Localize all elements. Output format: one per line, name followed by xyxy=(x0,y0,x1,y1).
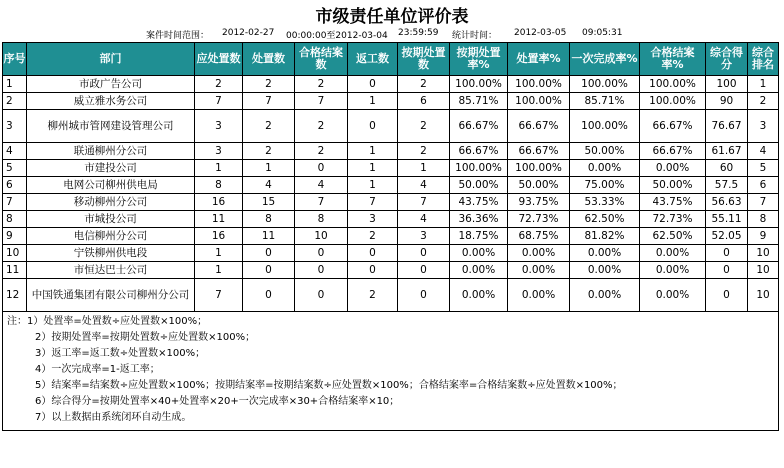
table-cell: 76.67 xyxy=(706,110,748,143)
table-cell: 1 xyxy=(348,143,398,160)
table-cell: 3 xyxy=(348,211,398,228)
table-cell: 0 xyxy=(243,279,295,312)
table-cell: 15 xyxy=(243,194,295,211)
table-cell: 1 xyxy=(748,76,779,93)
table-cell: 6 xyxy=(748,177,779,194)
header-cell: 合格结案率% xyxy=(640,43,706,76)
table-cell: 7 xyxy=(398,194,450,211)
table-cell: 66.67% xyxy=(450,143,508,160)
table-cell: 62.50% xyxy=(640,228,706,245)
page-title: 市级责任单位评价表 xyxy=(315,7,469,27)
header-cell: 处置率% xyxy=(508,43,570,76)
table-cell: 10 xyxy=(748,245,779,262)
table-row xyxy=(3,76,779,93)
header-cell: 返工数 xyxy=(348,43,398,76)
stat-label: 统计时间： xyxy=(452,31,498,41)
table-cell: 2 xyxy=(295,143,348,160)
department-cell: 市城投公司 xyxy=(27,211,195,228)
department-cell: 联通柳州分公司 xyxy=(27,143,195,160)
table-row xyxy=(3,279,779,312)
table-cell: 16 xyxy=(195,194,243,211)
table-cell: 6 xyxy=(398,93,450,110)
table-cell: 0 xyxy=(348,76,398,93)
table-cell: 1 xyxy=(195,160,243,177)
table-row xyxy=(3,160,779,177)
table-cell: 0 xyxy=(398,245,450,262)
table-cell: 56.63 xyxy=(706,194,748,211)
table-cell: 66.67% xyxy=(450,110,508,143)
table-cell: 52.05 xyxy=(706,228,748,245)
table-row xyxy=(3,143,779,160)
table-cell: 3 xyxy=(3,110,27,143)
table-cell: 2 xyxy=(348,279,398,312)
table-cell: 0 xyxy=(243,245,295,262)
note-line: 5）结案率=结案数÷应处置数×100%；按期结案率=按期结案数÷应处置数×100%；合格结案率=合格结案数÷应处置数×100%； xyxy=(35,380,623,391)
note-line: 2）按期处置率=按期处置数÷应处置数×100%； xyxy=(35,332,256,343)
table-cell: 2 xyxy=(243,110,295,143)
notes-row xyxy=(3,312,779,431)
table-cell: 2 xyxy=(398,76,450,93)
table-cell: 5 xyxy=(3,160,27,177)
table-cell: 18.75% xyxy=(450,228,508,245)
table-cell: 11 xyxy=(195,211,243,228)
table-cell: 66.67% xyxy=(640,143,706,160)
table-cell: 100.00% xyxy=(640,76,706,93)
table-cell: 85.71% xyxy=(570,93,640,110)
table-cell: 9 xyxy=(748,228,779,245)
table-cell: 3 xyxy=(748,110,779,143)
evaluation-table xyxy=(2,42,779,431)
table-cell: 0 xyxy=(706,279,748,312)
table-cell: 75.00% xyxy=(570,177,640,194)
table-cell: 7 xyxy=(748,194,779,211)
table-cell: 100.00% xyxy=(508,76,570,93)
table-cell: 1 xyxy=(348,177,398,194)
department-cell: 移动柳州分公司 xyxy=(27,194,195,211)
table-cell: 0 xyxy=(348,110,398,143)
table-cell: 2 xyxy=(295,76,348,93)
table-cell: 100.00% xyxy=(570,110,640,143)
table-cell: 36.36% xyxy=(450,211,508,228)
table-cell: 2 xyxy=(195,76,243,93)
table-cell: 7 xyxy=(295,93,348,110)
table-cell: 72.73% xyxy=(508,211,570,228)
table-cell: 0.00% xyxy=(570,279,640,312)
table-cell: 4 xyxy=(748,143,779,160)
department-cell: 宁铁柳州供电段 xyxy=(27,245,195,262)
note-line: 6）综合得分=按期处置率×40+处置率×20+一次完成率×30+合格结案率×10； xyxy=(35,396,400,407)
header-cell: 序号 xyxy=(3,43,27,76)
table-cell: 100.00% xyxy=(450,160,508,177)
table-cell: 0.00% xyxy=(450,245,508,262)
table-cell: 90 xyxy=(706,93,748,110)
table-cell: 7 xyxy=(195,279,243,312)
table-cell: 4 xyxy=(243,177,295,194)
table-cell: 7 xyxy=(348,194,398,211)
stat-date: 2012-03-05 xyxy=(514,28,567,38)
table-cell: 61.67 xyxy=(706,143,748,160)
table-cell: 72.73% xyxy=(640,211,706,228)
table-cell: 8 xyxy=(295,211,348,228)
department-cell: 威立雅水务公司 xyxy=(27,93,195,110)
header-cell: 综合排名 xyxy=(748,43,779,76)
table-cell: 3 xyxy=(195,143,243,160)
table-cell: 93.75% xyxy=(508,194,570,211)
note-line: 注：1）处置率=处置数÷应处置数×100%； xyxy=(7,316,208,327)
stat-time: 09:05:31 xyxy=(582,28,623,38)
table-cell: 7 xyxy=(195,93,243,110)
table-cell: 16 xyxy=(195,228,243,245)
table-row xyxy=(3,228,779,245)
table-cell: 81.82% xyxy=(570,228,640,245)
table-cell: 55.11 xyxy=(706,211,748,228)
header-cell: 应处置数 xyxy=(195,43,243,76)
table-cell: 0.00% xyxy=(508,279,570,312)
table-row xyxy=(3,262,779,279)
range-start-time: 00:00:00至2012-03-04 xyxy=(286,31,388,41)
table-cell: 3 xyxy=(398,228,450,245)
table-cell: 0.00% xyxy=(508,262,570,279)
table-cell: 10 xyxy=(295,228,348,245)
table-cell: 0 xyxy=(706,262,748,279)
table-cell: 0.00% xyxy=(640,279,706,312)
table-cell: 0.00% xyxy=(450,279,508,312)
table-cell: 100.00% xyxy=(640,93,706,110)
range-label: 案件时间范围： xyxy=(146,31,210,41)
table-cell: 2 xyxy=(748,93,779,110)
table-cell: 2 xyxy=(348,228,398,245)
table-cell: 68.75% xyxy=(508,228,570,245)
table-cell: 10 xyxy=(748,262,779,279)
table-cell: 53.33% xyxy=(570,194,640,211)
header-cell: 综合得分 xyxy=(706,43,748,76)
table-cell: 2 xyxy=(398,143,450,160)
table-cell: 85.71% xyxy=(450,93,508,110)
table-cell: 2 xyxy=(243,76,295,93)
table-cell: 100.00% xyxy=(508,160,570,177)
department-cell: 市恒达巴士公司 xyxy=(27,262,195,279)
table-row xyxy=(3,194,779,211)
table-cell: 0.00% xyxy=(640,245,706,262)
table-cell: 43.75% xyxy=(640,194,706,211)
table-cell: 4 xyxy=(3,143,27,160)
table-cell: 0 xyxy=(295,279,348,312)
table-cell: 0.00% xyxy=(570,262,640,279)
notes-cell xyxy=(3,312,779,431)
table-cell: 2 xyxy=(295,110,348,143)
table-cell: 0.00% xyxy=(570,160,640,177)
table-cell: 0 xyxy=(295,262,348,279)
table-cell: 1 xyxy=(348,93,398,110)
table-cell: 7 xyxy=(3,194,27,211)
table-cell: 1 xyxy=(195,262,243,279)
table-cell: 0 xyxy=(706,245,748,262)
table-cell: 0.00% xyxy=(570,245,640,262)
table-cell: 8 xyxy=(3,211,27,228)
table-cell: 100.00% xyxy=(570,76,640,93)
department-cell: 市建投公司 xyxy=(27,160,195,177)
table-cell: 11 xyxy=(3,262,27,279)
range-end-time: 23:59:59 xyxy=(398,28,439,38)
table-cell: 12 xyxy=(3,279,27,312)
department-cell: 电网公司柳州供电局 xyxy=(27,177,195,194)
table-cell: 62.50% xyxy=(570,211,640,228)
table-cell: 1 xyxy=(348,160,398,177)
header-cell: 一次完成率% xyxy=(570,43,640,76)
table-cell: 0.00% xyxy=(450,262,508,279)
table-cell: 3 xyxy=(195,110,243,143)
table-cell: 0.00% xyxy=(640,262,706,279)
table-cell: 1 xyxy=(195,245,243,262)
table-cell: 5 xyxy=(748,160,779,177)
header-cell: 按期处置率% xyxy=(450,43,508,76)
table-cell: 11 xyxy=(243,228,295,245)
table-cell: 6 xyxy=(3,177,27,194)
table-cell: 100.00% xyxy=(450,76,508,93)
table-cell: 8 xyxy=(748,211,779,228)
table-cell: 7 xyxy=(243,93,295,110)
table-cell: 50.00% xyxy=(640,177,706,194)
department-cell: 市政广告公司 xyxy=(27,76,195,93)
table-cell: 8 xyxy=(195,177,243,194)
table-cell: 66.67% xyxy=(508,143,570,160)
table-cell: 60 xyxy=(706,160,748,177)
table-cell: 0 xyxy=(243,262,295,279)
table-cell: 0 xyxy=(348,262,398,279)
note-line: 4）一次完成率=1-返工率； xyxy=(35,364,160,375)
table-cell: 7 xyxy=(295,194,348,211)
department-cell: 柳州城市管网建设管理公司 xyxy=(27,110,195,143)
table-cell: 0 xyxy=(295,245,348,262)
department-cell: 电信柳州分公司 xyxy=(27,228,195,245)
table-cell: 43.75% xyxy=(450,194,508,211)
table-cell: 50.00% xyxy=(450,177,508,194)
table-cell: 2 xyxy=(398,110,450,143)
table-cell: 0 xyxy=(295,160,348,177)
table-cell: 57.5 xyxy=(706,177,748,194)
table-cell: 0 xyxy=(398,262,450,279)
table-row xyxy=(3,110,779,143)
table-cell: 0 xyxy=(398,279,450,312)
header-cell: 按期处置数 xyxy=(398,43,450,76)
table-cell: 100.00% xyxy=(508,93,570,110)
table-cell: 0.00% xyxy=(640,160,706,177)
note-line: 3）返工率=返工数÷处置数×100%； xyxy=(35,348,206,359)
table-row xyxy=(3,93,779,110)
header-cell: 部门 xyxy=(27,43,195,76)
table-cell: 10 xyxy=(3,245,27,262)
note-line: 7）以上数据由系统闭环自动生成。 xyxy=(35,412,192,423)
table-cell: 66.67% xyxy=(508,110,570,143)
range-start: 2012-02-27 xyxy=(222,28,275,38)
table-cell: 1 xyxy=(398,160,450,177)
table-row xyxy=(3,211,779,228)
table-cell: 2 xyxy=(3,93,27,110)
table-cell: 0 xyxy=(348,245,398,262)
table-cell: 1 xyxy=(243,160,295,177)
table-cell: 66.67% xyxy=(640,110,706,143)
table-cell: 2 xyxy=(243,143,295,160)
department-cell: 中国铁通集团有限公司柳州分公司 xyxy=(27,279,195,312)
table-cell: 4 xyxy=(398,177,450,194)
header-cell: 合格结案数 xyxy=(295,43,348,76)
table-cell: 1 xyxy=(3,76,27,93)
header-cell: 处置数 xyxy=(243,43,295,76)
table-cell: 10 xyxy=(748,279,779,312)
table-row xyxy=(3,245,779,262)
table-cell: 4 xyxy=(398,211,450,228)
table-cell: 100 xyxy=(706,76,748,93)
table-row xyxy=(3,177,779,194)
table-header-row xyxy=(3,43,779,76)
table-cell: 8 xyxy=(243,211,295,228)
table-cell: 9 xyxy=(3,228,27,245)
table-cell: 50.00% xyxy=(508,177,570,194)
table-cell: 50.00% xyxy=(570,143,640,160)
table-cell: 4 xyxy=(295,177,348,194)
table-cell: 0.00% xyxy=(508,245,570,262)
